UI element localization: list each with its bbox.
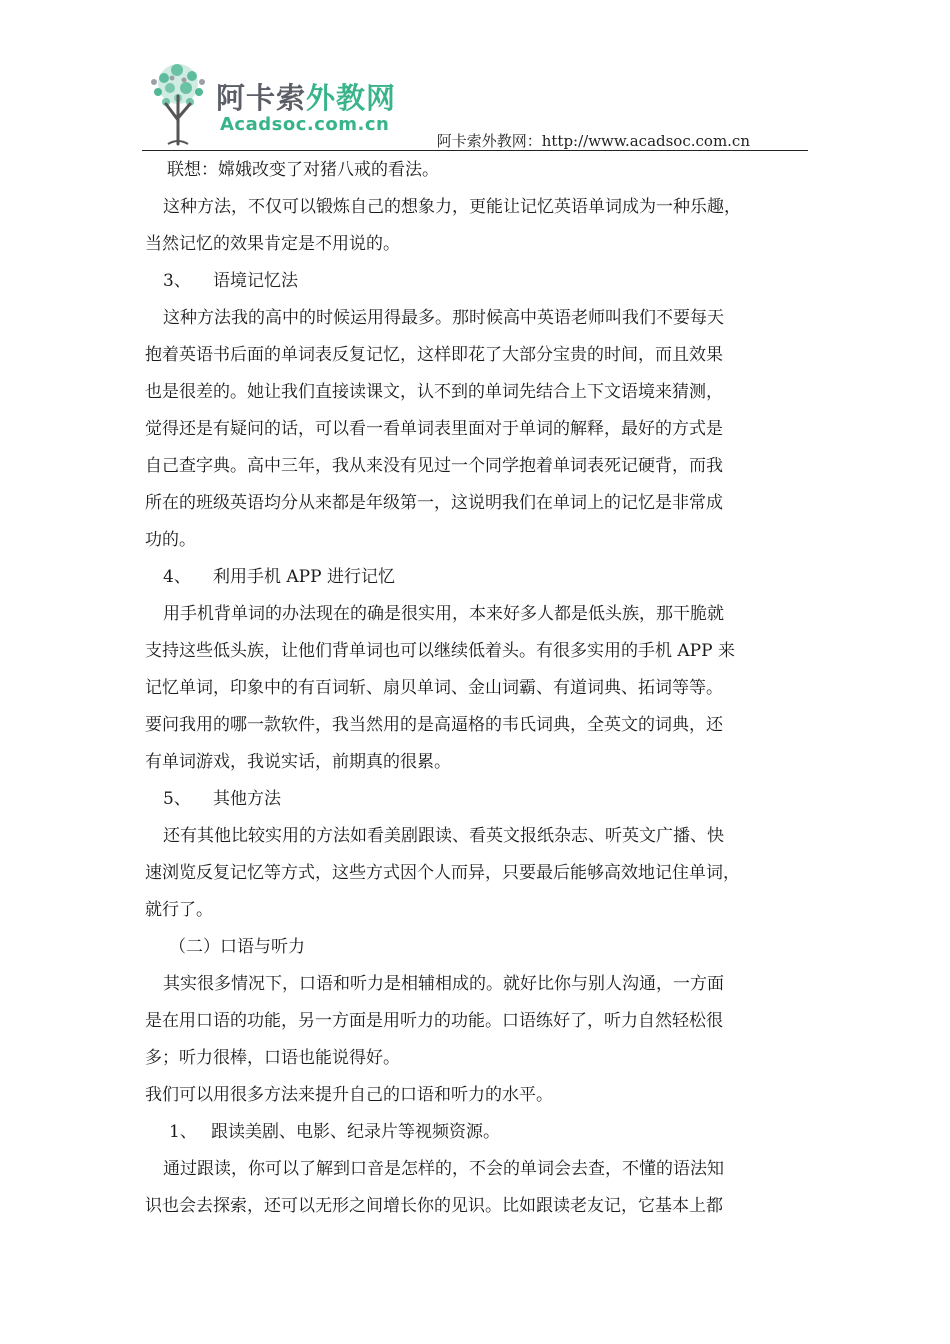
section-heading-4 [145, 559, 815, 596]
paragraph-line: 通过跟读，你可以了解到口音是怎样的，不会的单词会去查，不懂的语法知 [163, 1159, 724, 1179]
paragraph-line: 识也会去探索，还可以无形之间增长你的见识。比如跟读老友记，它基本上都 [145, 1196, 723, 1216]
paragraph-line: 还有其他比较实用的方法如看美剧跟读、看英文报纸杂志、听英文广播、快 [163, 826, 724, 846]
tree-logo-icon [142, 60, 214, 146]
heading-number: 3、 [163, 271, 191, 291]
paragraph-line: 多；听力很棒，口语也能说得好。 [145, 1048, 400, 1068]
paragraph-line: 自己查字典。高中三年，我从来没有见过一个同学抱着单词表死记硬背，而我 [145, 456, 723, 476]
heading-text: 其他方法 [213, 789, 281, 809]
section-heading-5 [145, 781, 815, 818]
paragraph-line: 我们可以用很多方法来提升自己的口语和听力的水平。 [145, 1085, 553, 1105]
paragraph-line: 要问我用的哪一款软件，我当然用的是高逼格的韦氏词典，全英文的词典，还 [145, 715, 723, 735]
paragraph-line: 速浏览反复记忆等方式，这些方式因个人而异，只要最后能够高效地记住单词， [145, 863, 740, 883]
header-site-label: 阿卡索外教网：http://www.acadsoc.com.cn [436, 132, 750, 150]
header-divider [142, 150, 808, 151]
paragraph-line: 记忆单词，印象中的有百词斩、扇贝单词、金山词霸、有道词典、拓词等等。 [145, 678, 723, 698]
paragraph-line: 觉得还是有疑问的话，可以看一看单词表里面对于单词的解释，最好的方式是 [145, 419, 723, 439]
paragraph-line: 是在用口语的功能，另一方面是用听力的功能。口语练好了，听力自然轻松很 [145, 1011, 723, 1031]
logo-english-name: Acadsoc.com.cn [220, 114, 390, 135]
paragraph-line: 这种方法我的高中的时候运用得最多。那时候高中英语老师叫我们不要每天 [163, 308, 724, 328]
paragraph-line: 这种方法，不仅可以锻炼自己的想象力，更能让记忆英语单词成为一种乐趣， [163, 197, 741, 217]
heading-text: 跟读美剧、电影、纪录片等视频资源。 [211, 1122, 500, 1142]
document-body [145, 152, 815, 1225]
heading-text: 语境记忆法 [213, 271, 298, 291]
section-heading-2: （二）口语与听力 [169, 937, 305, 957]
heading-number: 4、 [163, 567, 191, 587]
paragraph-line: 用手机背单词的办法现在的确是很实用，本来好多人都是低头族，那干脆就 [163, 604, 724, 624]
logo-part-1: 阿卡索 [216, 81, 307, 115]
heading-number: 5、 [163, 789, 191, 809]
paragraph-line: 当然记忆的效果肯定是不用说的。 [145, 234, 400, 254]
section-heading-3 [145, 263, 815, 300]
section-heading-1 [145, 1114, 815, 1151]
paragraph-line: 其实很多情况下，口语和听力是相辅相成的。就好比你与别人沟通，一方面 [163, 974, 724, 994]
paragraph-line: 所在的班级英语均分从来都是年级第一，这说明我们在单词上的记忆是非常成 [145, 493, 723, 513]
logo-part-2: 外教网 [306, 81, 397, 115]
paragraph-line: 也是很差的。她让我们直接读课文，认不到的单词先结合上下文语境来猜测， [145, 382, 723, 402]
heading-number: 1、 [169, 1122, 197, 1142]
paragraph-line: 就行了。 [145, 900, 213, 920]
paragraph-line: 有单词游戏，我说实话，前期真的很累。 [145, 752, 451, 772]
heading-text: 利用手机 APP 进行记忆 [213, 567, 395, 587]
page-header [142, 60, 808, 152]
paragraph-line: 功的。 [145, 530, 196, 550]
paragraph-line: 抱着英语书后面的单词表反复记忆，这样即花了大部分宝贵的时间，而且效果 [145, 345, 723, 365]
logo-chinese-name [216, 76, 396, 117]
paragraph-line: 支持这些低头族，让他们背单词也可以继续低着头。有很多实用的手机 APP 来 [145, 641, 735, 661]
paragraph-line: 联想：嫦娥改变了对猪八戒的看法。 [167, 160, 439, 180]
